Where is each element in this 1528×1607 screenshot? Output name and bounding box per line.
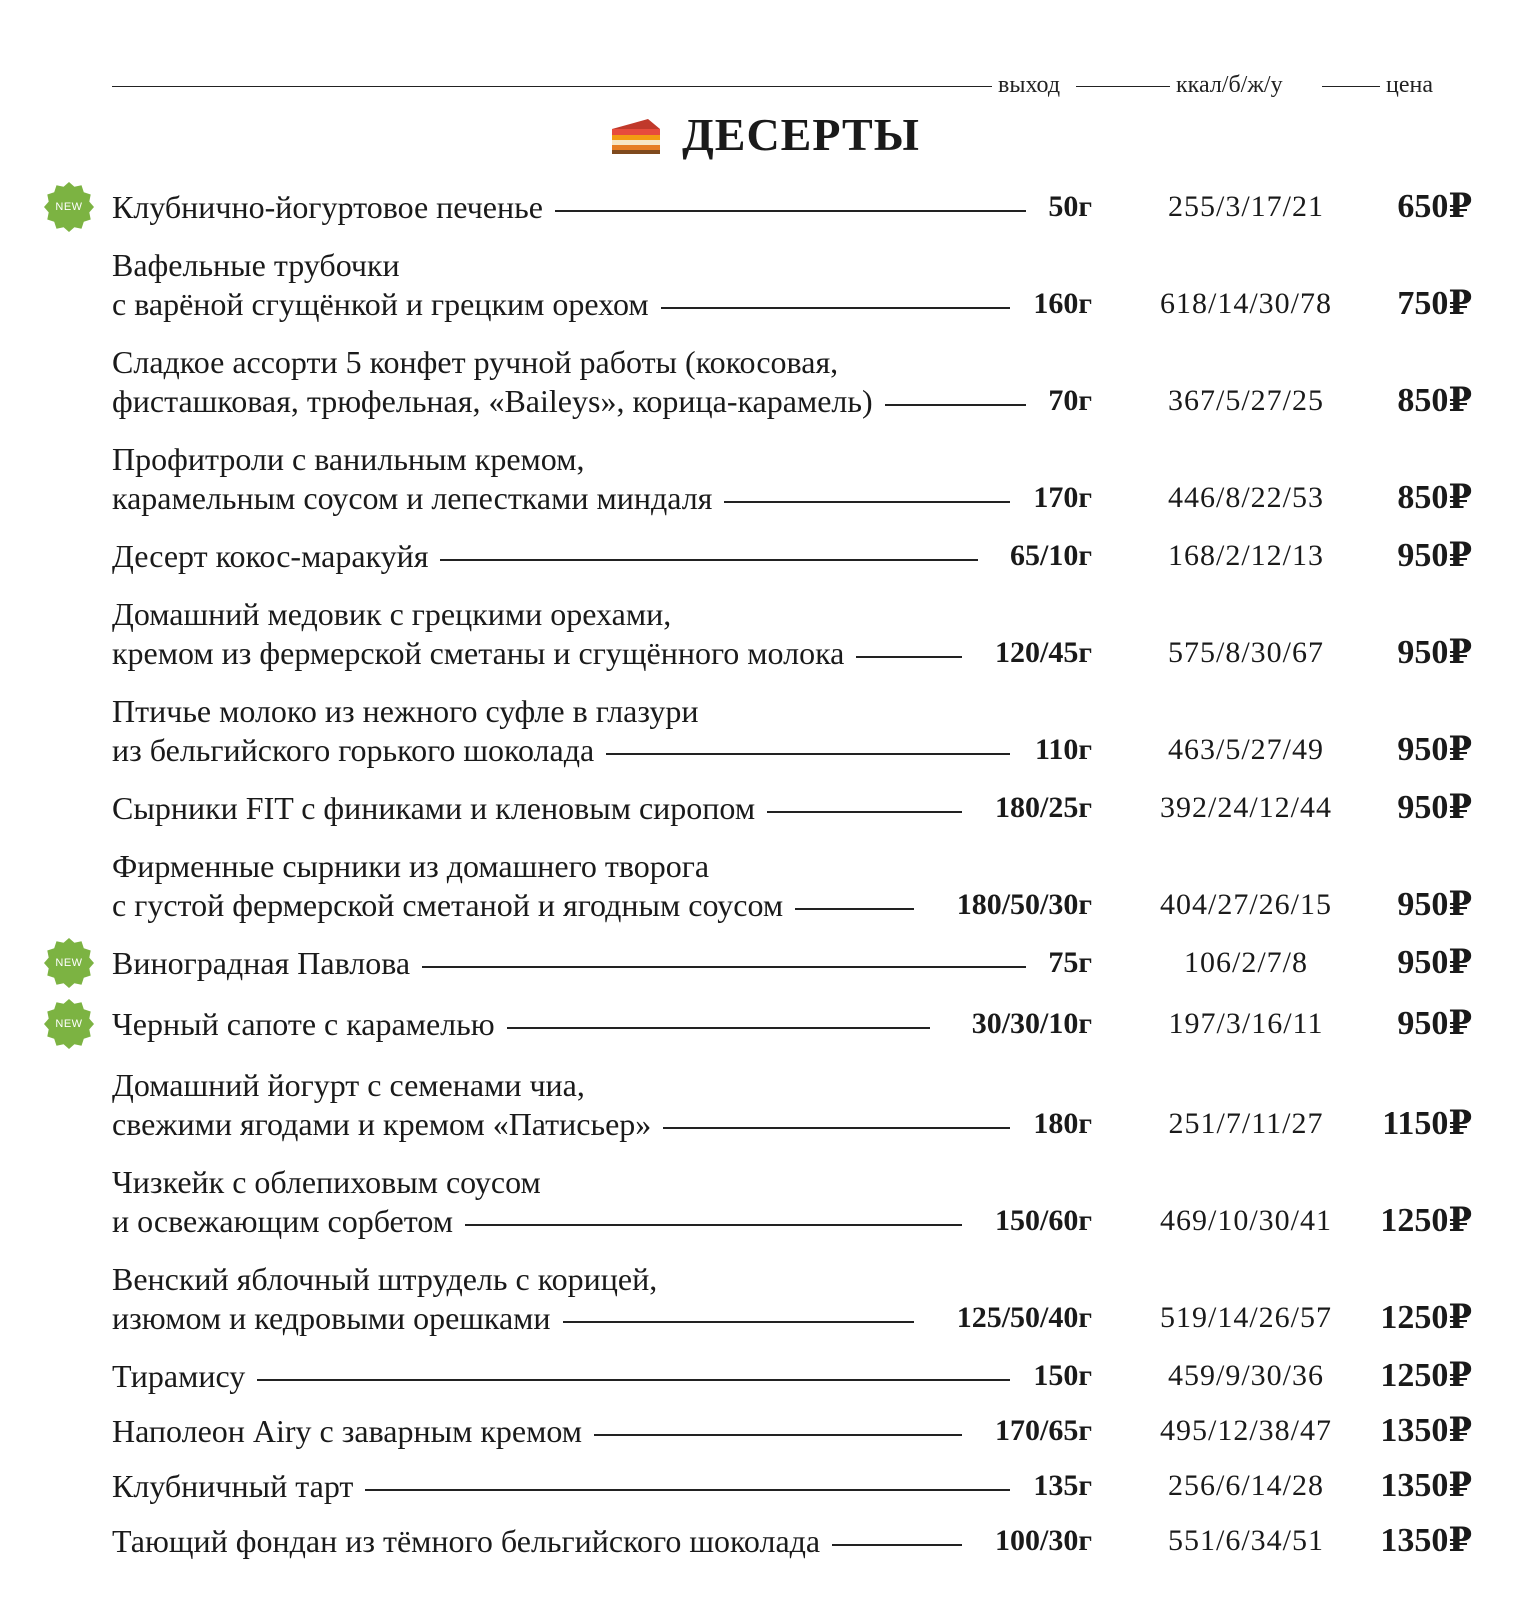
item-weight: 180г <box>1033 1107 1092 1140</box>
item-kbju: 392/24/12/44 <box>1159 791 1332 824</box>
item-kbju: 463/5/27/49 <box>1167 733 1324 766</box>
item-kbju: 459/9/30/36 <box>1167 1359 1324 1392</box>
item-name-line: карамельным соусом и лепестками миндаля <box>112 480 713 516</box>
item-name-line: Десерт кокос-маракуйя <box>112 538 429 574</box>
item-name <box>112 1522 970 1561</box>
item-price: 1350₽ <box>1380 1412 1472 1449</box>
item-name-line: Фирменные сырники из домашнего творога <box>112 848 710 884</box>
item-kbju: 404/27/26/15 <box>1159 888 1332 921</box>
dot-leader <box>724 501 1010 503</box>
item-weight: 180/25г <box>995 791 1092 824</box>
item-name <box>112 1260 922 1338</box>
item-name-line: Черный сапоте с карамелью <box>112 1006 495 1042</box>
item-name <box>112 440 1018 518</box>
item-price: 650₽ <box>1397 188 1472 225</box>
item-name <box>112 343 1034 421</box>
item-name-line: фисташковая, трюфельная, «Baileys», корица-карамель) <box>112 383 873 419</box>
item-name <box>112 847 922 925</box>
item-kbju: 495/12/38/47 <box>1159 1414 1332 1447</box>
item-name <box>112 1467 1018 1506</box>
item-kbju: 106/2/7/8 <box>1183 946 1308 979</box>
item-weight: 120/45г <box>995 636 1092 669</box>
dot-leader <box>555 210 1026 212</box>
item-weight: 70г <box>1048 384 1092 417</box>
item-name-line: Тающий фондан из тёмного бельгийского шоколада <box>112 1523 821 1559</box>
dot-leader <box>465 1224 962 1226</box>
price-column-label: цена <box>1380 70 1439 100</box>
menu-item <box>0 1522 1528 1561</box>
menu-item <box>0 789 1528 828</box>
item-name-line: Клубничный тарт <box>112 1468 354 1504</box>
menu-item <box>0 343 1528 421</box>
dot-leader <box>257 1379 1010 1381</box>
item-name <box>112 944 1034 983</box>
item-name <box>112 1412 970 1451</box>
item-name <box>112 537 986 576</box>
kbju-column-label: ккал/б/ж/у <box>1170 70 1289 100</box>
item-name-line: и освежающим сорбетом <box>112 1203 453 1239</box>
item-weight: 150г <box>1033 1359 1092 1392</box>
dot-leader <box>507 1027 930 1029</box>
item-price: 950₽ <box>1397 886 1472 923</box>
item-price: 850₽ <box>1397 479 1472 516</box>
item-name-line: из бельгийского горького шоколада <box>112 732 595 768</box>
menu-item <box>0 1357 1528 1396</box>
item-price: 850₽ <box>1397 382 1472 419</box>
item-price: 950₽ <box>1397 634 1472 671</box>
weight-column-label: выход <box>992 70 1066 100</box>
item-name-line: Птичье молоко из нежного суфле в глазури <box>112 693 699 729</box>
menu-item <box>0 847 1528 925</box>
item-kbju: 255/3/17/21 <box>1167 190 1324 223</box>
item-name-line: изюмом и кедровыми орешками <box>112 1300 551 1336</box>
item-price: 1250₽ <box>1380 1202 1472 1239</box>
item-name-line: с варёной сгущёнкой и грецким орехом <box>112 286 649 322</box>
dot-leader <box>440 559 978 561</box>
item-kbju: 551/6/34/51 <box>1167 1524 1324 1557</box>
dot-leader <box>663 1127 1010 1129</box>
item-name-line: Венский яблочный штрудель с корицей, <box>112 1261 658 1297</box>
item-weight: 135г <box>1033 1469 1092 1502</box>
item-name-line: Виноградная Павлова <box>112 945 411 981</box>
item-price: 950₽ <box>1397 731 1472 768</box>
dot-leader <box>885 404 1026 406</box>
new-badge-label: NEW <box>55 957 83 969</box>
item-weight: 150/60г <box>995 1204 1092 1237</box>
item-weight: 100/30г <box>995 1524 1092 1557</box>
item-price: 1250₽ <box>1380 1299 1472 1336</box>
dot-leader <box>767 811 962 813</box>
item-weight: 110г <box>1035 733 1092 766</box>
menu-item <box>0 246 1528 324</box>
new-badge-label: NEW <box>55 1018 83 1030</box>
menu-item <box>0 1467 1528 1506</box>
item-name-line: Тирамису <box>112 1358 246 1394</box>
dot-leader <box>594 1434 962 1436</box>
new-badge <box>44 999 94 1049</box>
item-price: 950₽ <box>1397 537 1472 574</box>
dot-leader <box>606 753 1010 755</box>
item-kbju: 618/14/30/78 <box>1159 287 1332 320</box>
item-kbju: 446/8/22/53 <box>1167 481 1324 514</box>
item-kbju: 519/14/26/57 <box>1159 1301 1332 1334</box>
item-price: 950₽ <box>1397 944 1472 981</box>
item-kbju: 251/7/11/27 <box>1168 1107 1324 1140</box>
item-weight: 160г <box>1033 287 1092 320</box>
item-weight: 65/10г <box>1010 539 1092 572</box>
item-name <box>112 1357 1018 1396</box>
item-kbju: 197/3/16/11 <box>1168 1007 1324 1040</box>
dot-leader <box>661 307 1010 309</box>
menu-item <box>0 944 1528 983</box>
item-kbju: 168/2/12/13 <box>1167 539 1324 572</box>
menu-item <box>0 1066 1528 1144</box>
dot-leader <box>856 656 962 658</box>
item-weight: 125/50/40г <box>956 1301 1092 1334</box>
item-name-line: Домашний йогурт с семенами чиа, <box>112 1067 585 1103</box>
item-price: 950₽ <box>1397 1005 1472 1042</box>
item-name-line: Сырники FIT с финиками и кленовым сиропом <box>112 790 756 826</box>
dot-leader <box>563 1321 914 1323</box>
item-price: 1350₽ <box>1380 1467 1472 1504</box>
menu-item <box>0 1412 1528 1451</box>
item-weight: 30/30/10г <box>971 1007 1092 1040</box>
new-badge <box>44 938 94 988</box>
item-name <box>112 1163 970 1241</box>
new-badge-label: NEW <box>55 201 83 213</box>
item-name-line: Чизкейк с облепиховым соусом <box>112 1164 541 1200</box>
item-name <box>112 1066 1018 1144</box>
menu-item <box>0 1260 1528 1338</box>
item-kbju: 256/6/14/28 <box>1167 1469 1324 1502</box>
dot-leader <box>365 1489 1010 1491</box>
item-price: 1150₽ <box>1382 1105 1472 1142</box>
item-name <box>112 789 970 828</box>
item-weight: 180/50/30г <box>956 888 1092 921</box>
item-kbju: 469/10/30/41 <box>1159 1204 1332 1237</box>
item-weight: 170/65г <box>995 1414 1092 1447</box>
new-badge <box>44 182 94 232</box>
section-title-text: ДЕСЕРТЫ <box>682 109 920 160</box>
item-weight: 75г <box>1048 946 1092 979</box>
menu-item <box>0 595 1528 673</box>
item-name-line: с густой фермерской сметаной и ягодным соусом <box>112 887 784 923</box>
dot-leader <box>422 966 1026 968</box>
item-price: 1350₽ <box>1380 1522 1472 1559</box>
item-price: 950₽ <box>1397 789 1472 826</box>
menu-item <box>0 1163 1528 1241</box>
item-kbju: 367/5/27/25 <box>1167 384 1324 417</box>
item-name <box>112 188 1034 227</box>
menu-item <box>0 188 1528 227</box>
menu-item <box>0 1005 1528 1044</box>
item-name-line: кремом из фермерской сметаны и сгущённого молока <box>112 635 845 671</box>
menu-item <box>0 440 1528 518</box>
item-name <box>112 246 1018 324</box>
item-name <box>112 692 1018 770</box>
item-price: 750₽ <box>1397 285 1472 322</box>
item-name-line: Клубнично-йогуртовое печенье <box>112 189 543 225</box>
item-name-line: Наполеон Airy с заварным кремом <box>112 1413 582 1449</box>
item-kbju: 575/8/30/67 <box>1167 636 1324 669</box>
item-weight: 170г <box>1033 481 1092 514</box>
dot-leader <box>795 908 914 910</box>
item-price: 1250₽ <box>1380 1357 1472 1394</box>
item-name-line: Домашний медовик с грецкими орехами, <box>112 596 672 632</box>
menu-item <box>0 537 1528 576</box>
item-name <box>112 1005 938 1044</box>
menu-item <box>0 692 1528 770</box>
dot-leader <box>832 1544 962 1546</box>
item-name-line: Вафельные трубочки <box>112 247 400 283</box>
item-name-line: свежими ягодами и кремом «Патисьер» <box>112 1106 652 1142</box>
item-name-line: Профитроли с ванильным кремом, <box>112 441 585 477</box>
item-weight: 50г <box>1048 190 1092 223</box>
item-name-line: Сладкое ассорти 5 конфет ручной работы (кокосовая, <box>112 344 839 380</box>
item-name <box>112 595 970 673</box>
